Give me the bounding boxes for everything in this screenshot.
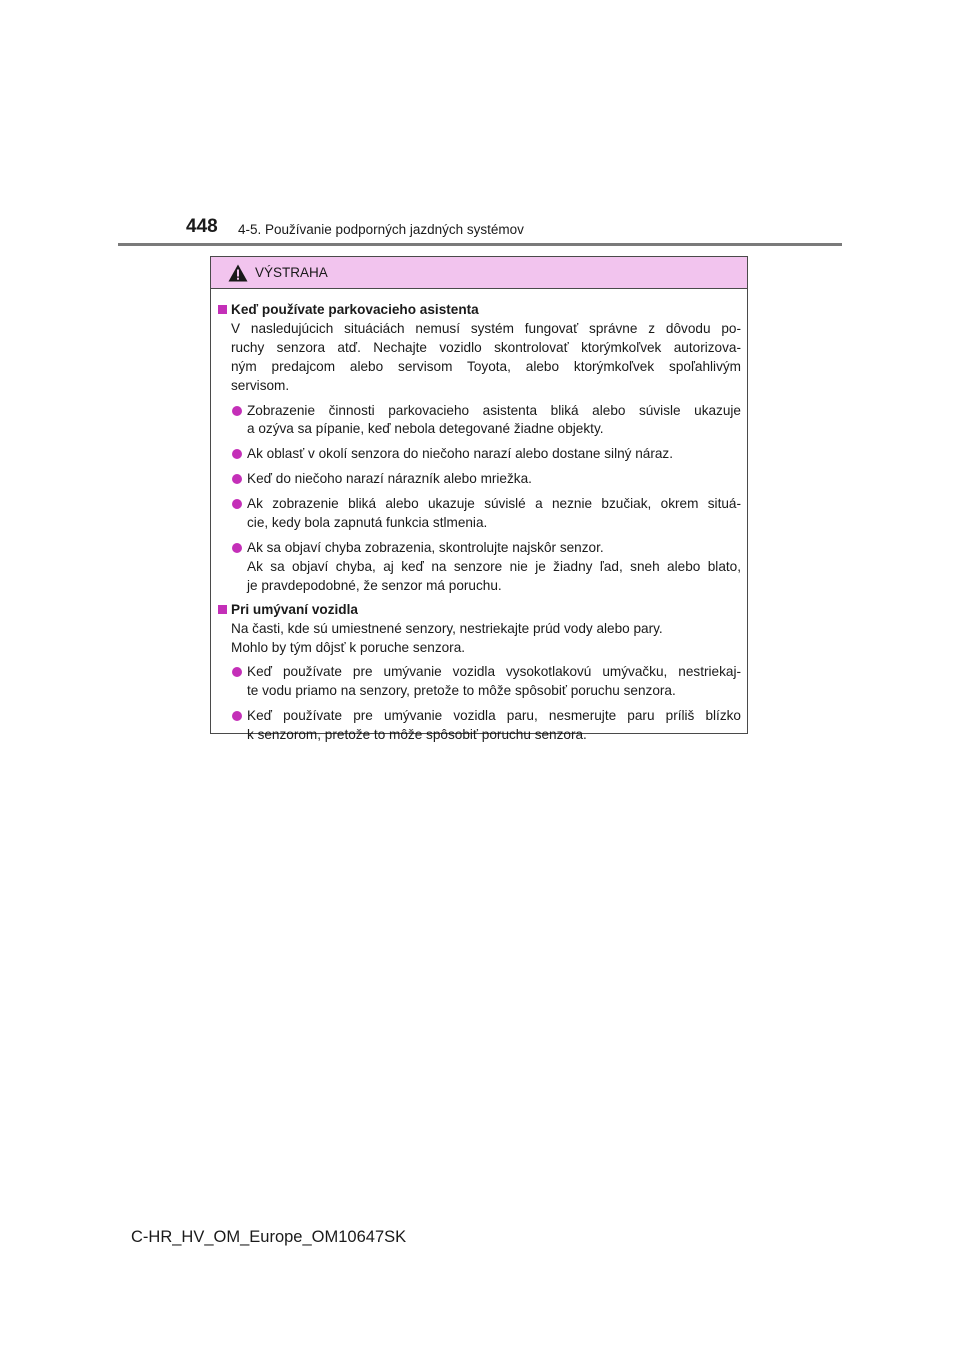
section-heading [217, 601, 741, 620]
list-item-line: Ak sa objaví chyba, aj keď na senzore nie je žiadny ľad, sneh alebo blato, [247, 558, 741, 574]
section-heading-text: Keď používate parkovacieho asistenta [231, 302, 479, 317]
round-bullet-icon [232, 474, 242, 484]
warning-header [211, 257, 747, 289]
square-bullet-icon [218, 605, 227, 614]
list-item-line: Ak zobrazenie bliká alebo ukazuje súvislé a neznie bzučiak, okrem situá- [247, 496, 741, 512]
section-intro [217, 320, 741, 396]
list-item-line: Keď používate pre umývanie vozidla vysokotlakovú umývačku, nestriekaj- [247, 664, 741, 680]
section-title: 4-5. Používanie podporných jazdných systémov [238, 222, 524, 237]
warning-triangle-icon [228, 264, 248, 282]
intro-line: ným predajcom alebo servisom Toyota, alebo ktorýmkoľvek spoľahlivým [231, 358, 741, 374]
round-bullet-icon [232, 667, 242, 677]
list-item [217, 539, 741, 596]
list-item [217, 470, 741, 489]
list-item [217, 402, 741, 440]
round-bullet-icon [232, 449, 242, 459]
round-bullet-icon [232, 499, 242, 509]
intro-line: servisom. [231, 377, 290, 393]
section-intro [217, 620, 741, 658]
list-item-line: Keď používate pre umývanie vozidla paru, nesmerujte paru príliš blízko [247, 708, 741, 724]
intro-line: ruchy senzora atď. Nechajte vozidlo skontrolovať ktorýmkoľvek autorizova- [231, 339, 741, 355]
list-item-line: Keď do niečoho narazí nárazník alebo mriežka. [247, 471, 532, 487]
page-number: 448 [186, 216, 218, 237]
round-bullet-icon [232, 711, 242, 721]
warning-title: VÝSTRAHA [255, 265, 328, 280]
list-item [217, 663, 741, 701]
square-bullet-icon [218, 305, 227, 314]
round-bullet-icon [232, 543, 242, 553]
list-item-line: je pravdepodobné, že senzor má poruchu. [247, 577, 502, 593]
section-heading [217, 301, 741, 320]
list-item-line: Zobrazenie činnosti parkovacieho asistenta bliká alebo súvisle ukazuje [247, 402, 741, 418]
list-item-line: cie, kedy bola zapnutá funkcia stlmenia. [247, 515, 488, 531]
list-item-line: k senzorom, pretože to môže spôsobiť poruchu senzora. [247, 727, 587, 743]
list-item-line: te vodu priamo na senzory, pretože to môže spôsobiť poruchu senzora. [247, 683, 676, 699]
list-item [217, 707, 741, 745]
round-bullet-icon [232, 406, 242, 416]
warning-box [210, 256, 748, 743]
header-divider [118, 243, 842, 246]
list-item [217, 495, 741, 533]
warning-body [211, 289, 747, 745]
document-code: C-HR_HV_OM_Europe_OM10647SK [131, 1228, 407, 1246]
list-item [217, 445, 741, 464]
intro-line: Na časti, kde sú umiestnené senzory, nestriekajte prúd vody alebo pary. [231, 620, 663, 636]
section-heading-text: Pri umývaní vozidla [231, 601, 358, 617]
list-item-line: Ak sa objaví chyba zobrazenia, skontrolujte najskôr senzor. [247, 539, 604, 555]
list-item-line: Ak oblasť v okolí senzora do niečoho narazí alebo dostane silný náraz. [247, 446, 674, 462]
list-item-line: a ozýva sa pípanie, keď nebola detegované žiadne objekty. [247, 421, 604, 437]
intro-line: Mohlo by tým dôjsť k poruche senzora. [231, 639, 466, 655]
intro-line: V nasledujúcich situáciách nemusí systém fungovať správne z dôvodu po- [231, 320, 741, 336]
